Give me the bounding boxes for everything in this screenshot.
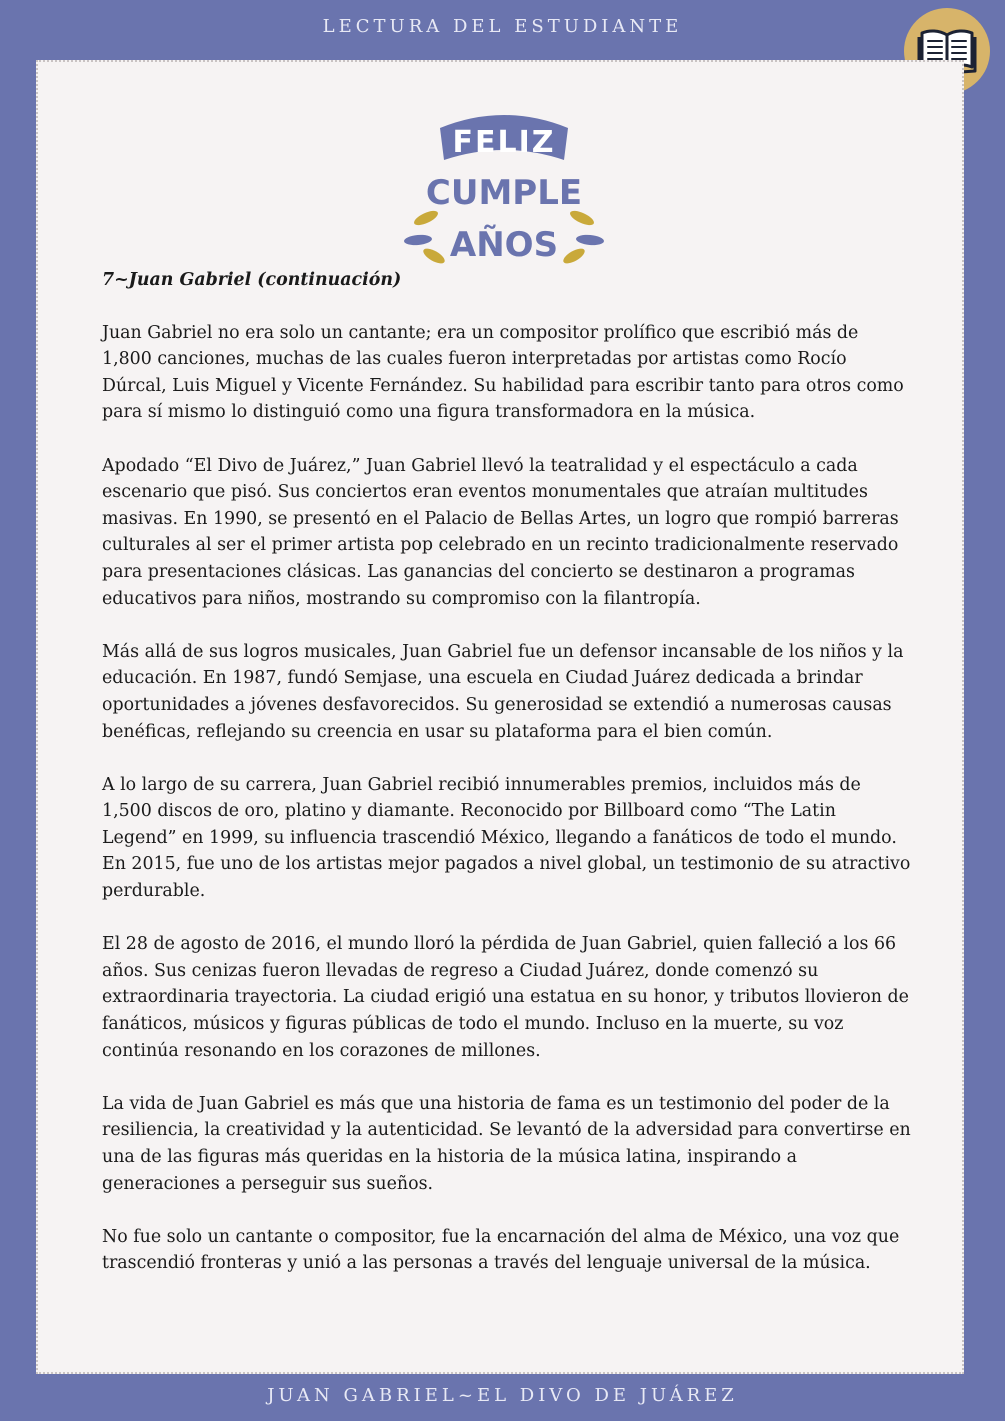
article-paragraph: La vida de Juan Gabriel es más que una historia de fama es un testimonio del poder de la resiliencia, la creatividad y la autenticidad. Se levantó de la adversidad para convertirse en una de las figuras más queridas en la historia de la música latina, inspirando a generaciones a perseguir sus sueños. (102, 1093, 911, 1194)
article-content (102, 267, 912, 1304)
article-paragraph: A lo largo de su carrera, Juan Gabriel recibió innumerables premios, incluidos más de 1,500 discos de oro, platino y diamante. Reconocido por Billboard como “The Latin Legend” en 1999, su influencia trascendió México, llegando a fanáticos de todo el mundo. En 2015, fue uno de los artistas mejor pagados a nivel global, un testimonio de su atractivo perdurable. (102, 774, 911, 902)
header-title: LECTURA DEL ESTUDIANTE (322, 16, 683, 37)
article-paragraph: El 28 de agosto de 2016, el mundo lloró la pérdida de Juan Gabriel, quien falleció a los 66 años. Sus cenizas fueron llevadas de regreso a Ciudad Juárez, donde comenzó su extraordinaria trayectoria. La ciudad erigió una estatua en su honor, y tributos llovieron de fanáticos, músicos y figuras públicas de todo el mundo. Incluso en la muerte, su voz continúa resonando en los corazones de millones. (102, 934, 909, 1061)
article-paragraph: Apodado “El Divo de Juárez,” Juan Gabriel llevó la teatralidad y el espectáculo a cada escenario que pisó. Sus conciertos eran eventos monumentales que atraían multitudes masivas. En 1990, se presentó en el Palacio de Bellas Artes, un logro que rompió barreras culturales al ser el primer artista pop celebrado en un recinto tradicionalmente reservado para presentaciones clásicas. Las ganancias del concierto se destinaron a programas educativos para niños, mostrando su compromiso con la filantropía. (102, 455, 899, 609)
article-paragraph: No fue solo un cantante o compositor, fue la encarnación del alma de México, una voz que trascendió fronteras y unió a las personas a través del lenguaje universal de la música. (102, 1226, 900, 1274)
footer-title: JUAN GABRIEL~EL DIVO DE JUÁREZ (267, 1385, 738, 1406)
article-paragraph: Juan Gabriel no era solo un cantante; era un compositor prolífico que escribió más de 1,800 canciones, muchas de las cuales fueron interpretadas por artistas como Rocío Dúrcal, Luis Miguel y Vicente Fernández. Su habilidad para escribir tanto para otros como para sí mismo lo distinguió como una figura transformadora en la música. (102, 322, 904, 423)
logo-line-1: FELIZ (452, 125, 556, 160)
logo-line-2: CUMPLE (425, 173, 583, 213)
logo-line-3: AÑOS (449, 225, 559, 265)
article-paragraph: Más allá de sus logros musicales, Juan Gabriel fue un defensor incansable de los niños y la educación. En 1987, fundó Semjase, una escuela en Ciudad Juárez dedicada a brindar oportunidades a jóvenes desfavorecidos. Su generosidad se extendió a numerosas causas benéficas, reflejando su creencia en usar su plataforma para el bien común. (102, 641, 904, 742)
feliz-cumple-logo (404, 108, 604, 273)
reading-page (36, 60, 964, 1374)
article-title: 7~Juan Gabriel (continuación) (102, 270, 402, 290)
